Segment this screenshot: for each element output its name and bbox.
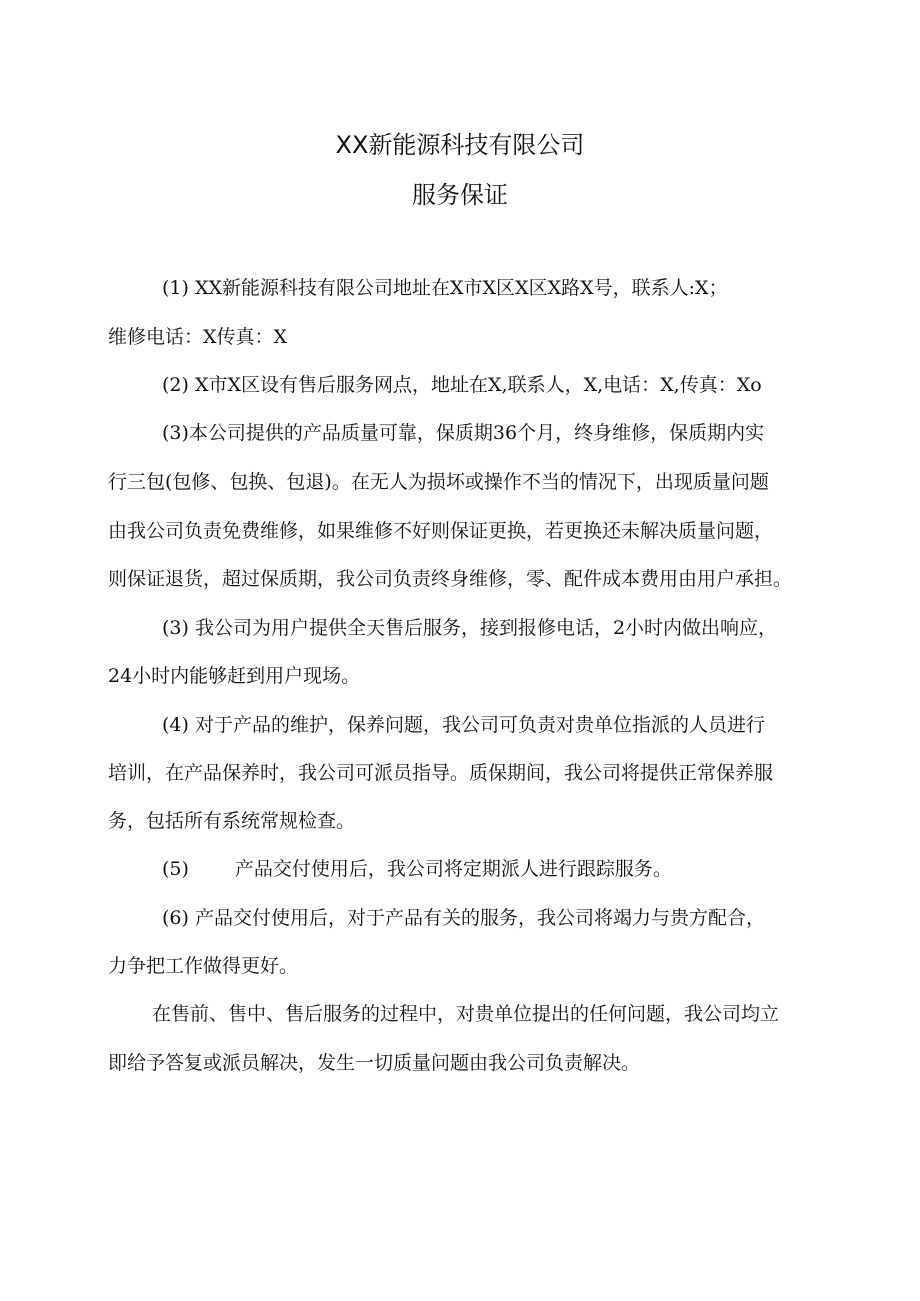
document-title: 服务保证 — [412, 181, 508, 209]
item-5-text: 产品交付使用后，我公司将定期派人进行跟踪服务。 — [234, 858, 672, 880]
closing-line-1: 在售前、售中、售后服务的过程中，对贵单位提出的任何问题，我公司均立 — [152, 1003, 780, 1025]
item-4-line-2: 培训，在产品保养时，我公司可派员指导。质保期间，我公司将提供正常保养服 — [108, 762, 774, 784]
item-3a-line-2: 行三包(包修、包换、包退)。在无人为损坏或操作不当的情况下，出现质量问题 — [108, 471, 769, 493]
item-6-line-2: 力争把工作做得更好。 — [108, 955, 299, 977]
item-3a-line-4: 则保证退货，超过保质期，我公司负责终身维修，零、配件成本费用由用户承担。 — [108, 568, 793, 590]
item-6-line-1: (6) 产品交付使用后，对于产品有关的服务，我公司将竭力与贵方配合， — [162, 907, 765, 929]
item-3a-line-1: (3)本公司提供的产品质量可靠，保质期36个月，终身维修，保质期内实 — [162, 422, 765, 444]
item-3a-line-3: 由我公司负责免费维修，如果维修不好则保证更换，若更换还未解决质量问题， — [108, 520, 774, 542]
item-5-line-1 — [162, 857, 672, 881]
company-title: XX新能源科技有限公司 — [335, 131, 585, 159]
item-3b-line-1: (3) 我公司为用户提供全天售后服务，接到报修电话，2小时内做出响应， — [162, 617, 778, 639]
item-4-line-3: 务，包括所有系统常规检查。 — [108, 810, 356, 832]
item-5-number: (5) — [162, 858, 189, 880]
item-4-line-1: (4) 对于产品的维护，保养问题，我公司可负责对贵单位指派的人员进行 — [162, 714, 765, 736]
closing-line-2: 即给予答复或派员解决，发生一切质量问题由我公司负责解决。 — [108, 1052, 641, 1074]
item-2-line-1: (2) X市X区设有售后服务网点，地址在X,联系人，X,电话：X,传真：Xo — [162, 374, 762, 396]
item-1-line-2: 维修电话：X传真：X — [108, 326, 288, 348]
item-1-line-1: (1) XX新能源科技有限公司地址在X市X区X区X路X号，联系人:X； — [162, 277, 728, 299]
item-3b-line-2: 24小时内能够赶到用户现场。 — [108, 665, 361, 687]
